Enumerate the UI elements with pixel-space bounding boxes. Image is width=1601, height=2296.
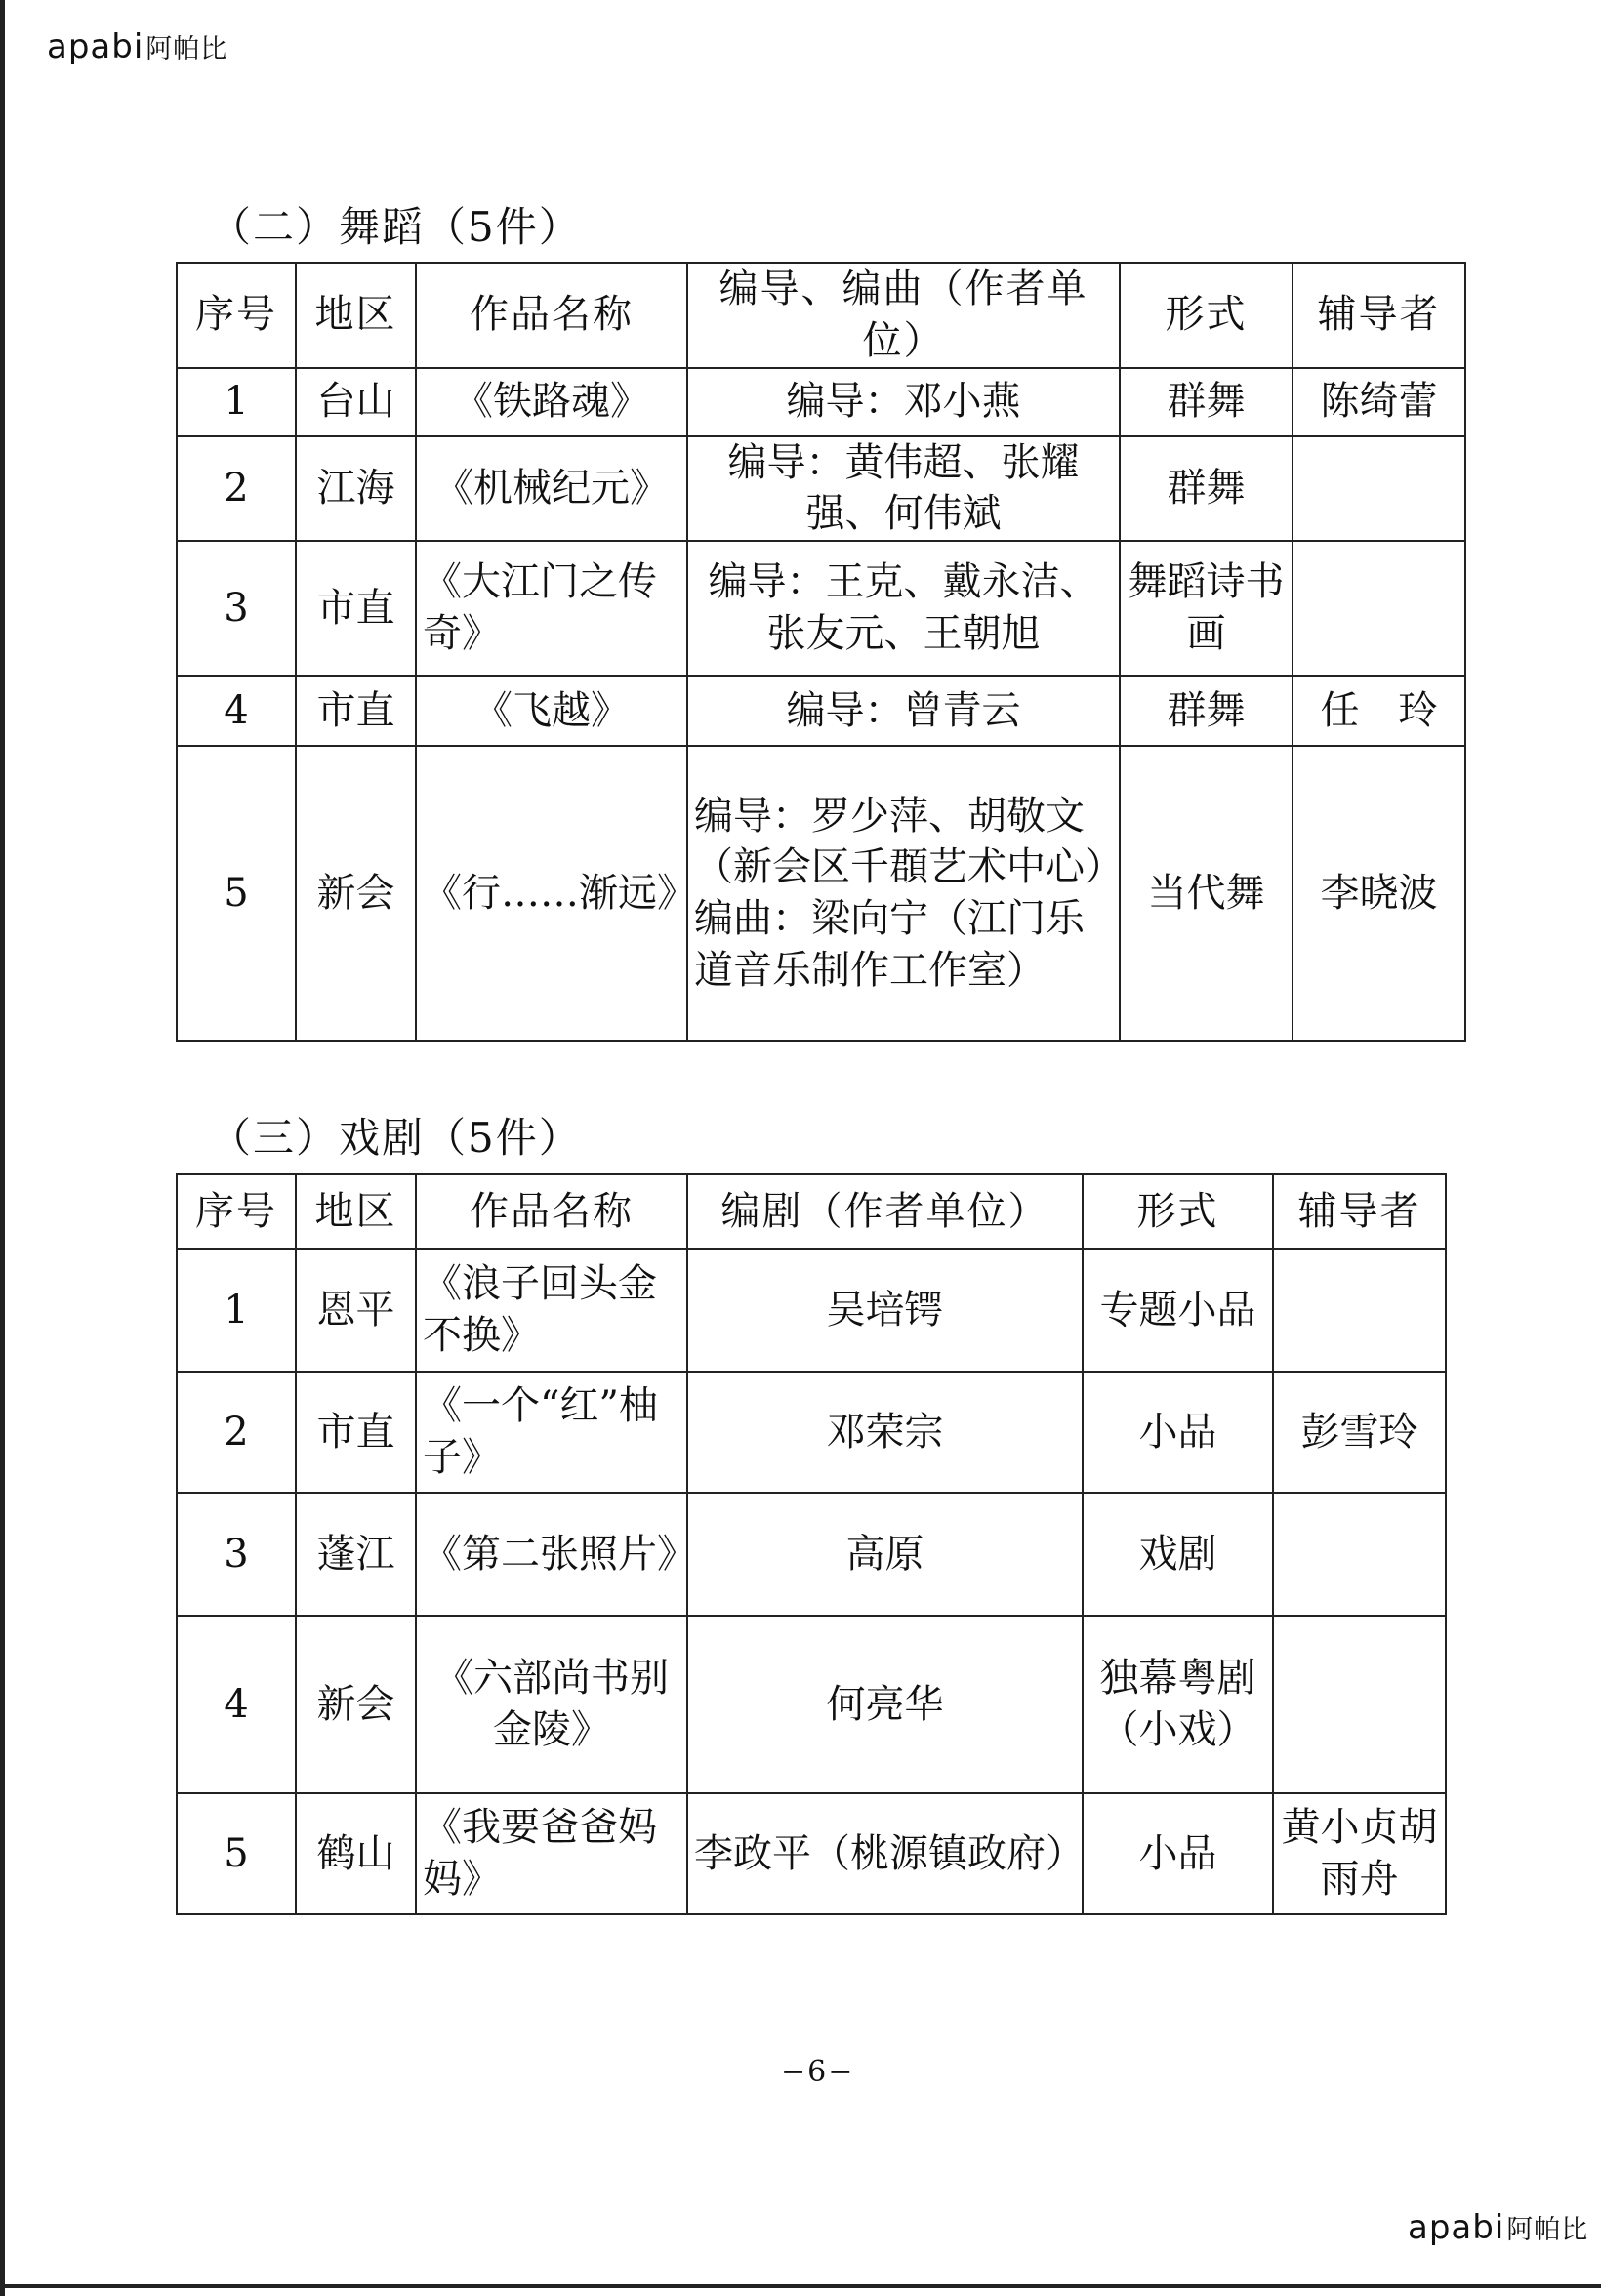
logo-latin: apabi: [1408, 2208, 1505, 2247]
cell-tutor: [1273, 1493, 1446, 1616]
table-row: [177, 746, 1465, 1041]
drama-header-row: [177, 1174, 1446, 1249]
cell-tutor: 黄小贞胡雨舟: [1273, 1793, 1446, 1914]
cell-work-name: 《机械纪元》: [416, 436, 687, 542]
cell-choreographer: 编导：邓小燕: [687, 368, 1120, 436]
dance-header-row: [177, 263, 1465, 368]
header-region: 地区: [296, 263, 416, 368]
drama-table: [176, 1173, 1447, 1915]
apabi-logo-bottom: [1408, 2208, 1588, 2247]
header-work-name: 作品名称: [416, 1174, 687, 1249]
table-row: [177, 541, 1465, 676]
cell-region: 市直: [296, 676, 416, 746]
apabi-logo-top: [47, 27, 227, 66]
cell-playwright: 李政平（桃源镇政府）: [687, 1793, 1083, 1914]
cell-work-name: 《一个“红”柚子》: [416, 1372, 687, 1493]
cell-tutor: 任 玲: [1293, 676, 1465, 746]
logo-latin: apabi: [47, 27, 144, 66]
cell-choreographer: 编导：黄伟超、张耀强、何伟斌: [687, 436, 1120, 542]
cell-work-name: 《行……渐远》: [416, 746, 687, 1041]
drama-section-title: （三）戏剧（5件）: [210, 1114, 582, 1162]
table-row: [177, 1249, 1446, 1372]
header-playwright: 编剧（作者单位）: [687, 1174, 1083, 1249]
cell-work-name: 《铁路魂》: [416, 368, 687, 436]
table-row: [177, 436, 1465, 542]
dance-table: [176, 262, 1466, 1042]
cell-playwright: 吴培锷: [687, 1249, 1083, 1372]
cell-work-name: 《第二张照片》: [416, 1493, 687, 1616]
cell-region: 恩平: [296, 1249, 416, 1372]
cell-work-name: 《浪子回头金不换》: [416, 1249, 687, 1372]
header-work-name: 作品名称: [416, 263, 687, 368]
dance-section-title: （二）舞蹈（5件）: [210, 203, 582, 251]
table-row: [177, 1372, 1446, 1493]
cell-playwright: 高原: [687, 1493, 1083, 1616]
header-tutor: 辅导者: [1273, 1174, 1446, 1249]
cell-tutor: [1293, 436, 1465, 542]
cell-form: 群舞: [1120, 676, 1293, 746]
cell-work-name: 《我要爸爸妈妈》: [416, 1793, 687, 1914]
cell-form: 群舞: [1120, 368, 1293, 436]
cell-work-name: 《六部尚书别金陵》: [416, 1616, 687, 1793]
table-row: [177, 1793, 1446, 1914]
table-row: [177, 676, 1465, 746]
table-row: [177, 1493, 1446, 1616]
cell-work-name: 《飞越》: [416, 676, 687, 746]
scan-edge-bottom: [0, 2284, 1601, 2288]
cell-form: 小品: [1083, 1372, 1273, 1493]
cell-tutor: 彭雪玲: [1273, 1372, 1446, 1493]
scan-edge-left: [0, 0, 5, 2296]
cell-form: 舞蹈诗书画: [1120, 541, 1293, 676]
cell-form: 独幕粤剧（小戏）: [1083, 1616, 1273, 1793]
cell-tutor: [1293, 541, 1465, 676]
cell-tutor: [1273, 1249, 1446, 1372]
logo-cn: 阿帕比: [145, 34, 228, 64]
cell-region: 鹤山: [296, 1793, 416, 1914]
cell-form: 专题小品: [1083, 1249, 1273, 1372]
logo-cn: 阿帕比: [1506, 2215, 1589, 2245]
cell-form: 小品: [1083, 1793, 1273, 1914]
cell-work-name: 《大江门之传奇》: [416, 541, 687, 676]
cell-index: 2: [177, 1372, 296, 1493]
cell-index: 1: [177, 1249, 296, 1372]
cell-tutor: [1273, 1616, 1446, 1793]
cell-region: 江海: [296, 436, 416, 542]
table-row: [177, 1616, 1446, 1793]
cell-region: 新会: [296, 1616, 416, 1793]
cell-choreographer: 编导：罗少萍、胡敬文（新会区千頵艺术中心）编曲：梁向宁（江门乐道音乐制作工作室）: [687, 746, 1120, 1041]
header-choreographer: 编导、编曲（作者单位）: [687, 263, 1120, 368]
cell-playwright: 何亮华: [687, 1616, 1083, 1793]
cell-index: 3: [177, 541, 296, 676]
cell-form: 戏剧: [1083, 1493, 1273, 1616]
cell-region: 蓬江: [296, 1493, 416, 1616]
cell-index: 4: [177, 1616, 296, 1793]
cell-playwright: 邓荣宗: [687, 1372, 1083, 1493]
header-region: 地区: [296, 1174, 416, 1249]
header-index: 序号: [177, 1174, 296, 1249]
cell-region: 新会: [296, 746, 416, 1041]
cell-index: 5: [177, 746, 296, 1041]
header-tutor: 辅导者: [1293, 263, 1465, 368]
cell-region: 台山: [296, 368, 416, 436]
cell-tutor: 李晓波: [1293, 746, 1465, 1041]
cell-choreographer: 编导：曾青云: [687, 676, 1120, 746]
cell-form: 群舞: [1120, 436, 1293, 542]
page-number: −6−: [781, 2055, 855, 2089]
table-row: [177, 368, 1465, 436]
cell-index: 1: [177, 368, 296, 436]
cell-choreographer: 编导：王克、戴永洁、张友元、王朝旭: [687, 541, 1120, 676]
cell-region: 市直: [296, 541, 416, 676]
cell-index: 3: [177, 1493, 296, 1616]
cell-region: 市直: [296, 1372, 416, 1493]
cell-index: 2: [177, 436, 296, 542]
header-form: 形式: [1083, 1174, 1273, 1249]
cell-index: 5: [177, 1793, 296, 1914]
cell-index: 4: [177, 676, 296, 746]
header-form: 形式: [1120, 263, 1293, 368]
cell-form: 当代舞: [1120, 746, 1293, 1041]
cell-tutor: 陈绮蕾: [1293, 368, 1465, 436]
header-index: 序号: [177, 263, 296, 368]
